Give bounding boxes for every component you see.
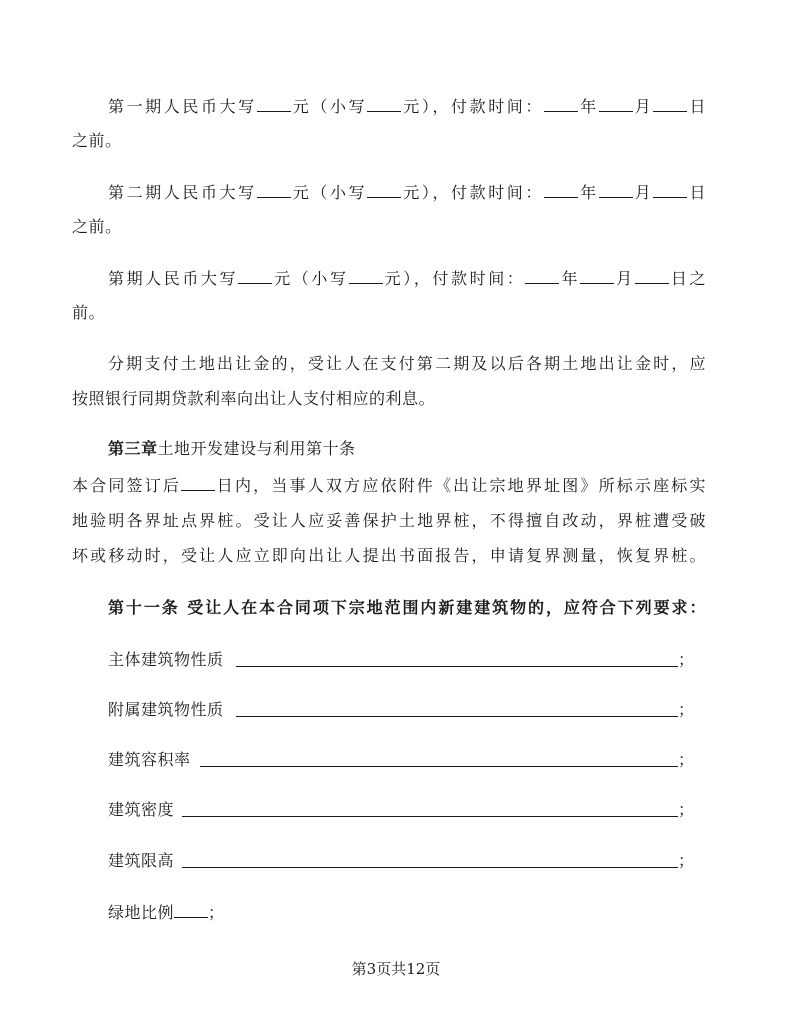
requirement-end: ；: [678, 750, 695, 769]
blank-field: [181, 475, 215, 491]
blank-field: [349, 268, 383, 284]
blank-field: [580, 268, 614, 284]
blank-field: [174, 902, 208, 918]
interest-paragraph-line-2: 按照银行同期贷款利率向出让人支付相应的利息。: [72, 389, 436, 408]
chapter-3-heading: [108, 439, 356, 459]
payment-3-tail: 前。: [72, 303, 106, 322]
requirement-main-building: 主体建筑物性质: [108, 650, 224, 669]
blank-field: [599, 182, 633, 198]
requirement-end: ；: [208, 903, 225, 922]
payment-3-mid1: 元（小写: [272, 269, 349, 288]
article-10-text-a: 本合同签订后: [72, 476, 182, 495]
requirement-end: ；: [678, 700, 695, 719]
blank-field: [653, 96, 687, 112]
green-ratio-label: 绿地比例: [108, 903, 175, 922]
fill-line: [182, 816, 678, 817]
article-10-line-3: 坏或移动时，受让人应立即向出让人提出书面报告，申请复界测量，恢复界桩。: [72, 546, 706, 565]
payment-2-mid2: 元），付款时间：: [401, 183, 544, 202]
payment-2-tail: 之前。: [72, 217, 122, 236]
article-10-line-1: [72, 475, 706, 496]
blank-field: [525, 268, 559, 284]
payment-1-line: [108, 96, 706, 117]
article-10-line-2: 地验明各界址点界桩。受让人应妥善保护土地界桩，不得擅自改动，界桩遭受破: [72, 511, 706, 530]
chapter-3-label: 第三章: [108, 439, 158, 458]
payment-3-line: [108, 268, 706, 289]
blank-field: [367, 96, 401, 112]
payment-2-line: [108, 182, 706, 203]
requirement-height-limit: 建筑限高: [108, 851, 175, 870]
chapter-3-title: 土地开发建设与利用第十条: [157, 439, 356, 458]
page-number: 第3页共12页: [351, 960, 441, 978]
payment-1-prefix: 第一期人民币大写: [108, 97, 257, 116]
blank-field: [257, 182, 291, 198]
payment-3-mid2: 元），付款时间：: [382, 269, 526, 288]
blank-field: [257, 96, 291, 112]
requirement-green-ratio: [108, 902, 225, 923]
article-10-text-b: 日内，当事人双方应依附件《出让宗地界址图》所标示座标实: [215, 476, 706, 495]
payment-1-tail: 之前。: [72, 131, 122, 150]
payment-2-month: 月: [632, 183, 654, 202]
payment-1-mid1: 元（小写: [290, 97, 368, 116]
fill-line: [236, 716, 678, 717]
payment-2-day: 日: [687, 183, 706, 202]
blank-field: [653, 182, 687, 198]
blank-field: [599, 96, 633, 112]
requirement-end: ；: [678, 800, 695, 819]
blank-field: [238, 268, 272, 284]
fill-line: [236, 666, 678, 667]
blank-field: [635, 268, 669, 284]
payment-3-month: 月: [614, 269, 635, 288]
payment-1-month: 月: [632, 97, 654, 116]
requirement-building-density: 建筑密度: [108, 800, 175, 819]
requirement-auxiliary-building: 附属建筑物性质: [108, 700, 224, 719]
article-11-heading: 第十一条 受让人在本合同项下宗地范围内新建建筑物的，应符合下列要求：: [108, 598, 706, 617]
requirement-end: ；: [678, 650, 695, 669]
payment-1-mid2: 元），付款时间：: [401, 97, 544, 116]
blank-field: [367, 182, 401, 198]
payment-3-year: 年: [559, 269, 581, 288]
requirement-end: ；: [678, 851, 695, 870]
requirement-floor-area-ratio: 建筑容积率: [108, 750, 191, 769]
payment-3-prefix: 第期人民币大写: [108, 269, 239, 288]
blank-field: [544, 182, 578, 198]
payment-1-day: 日: [687, 97, 706, 116]
fill-line: [200, 766, 678, 767]
payment-2-year: 年: [577, 183, 599, 202]
blank-field: [544, 96, 578, 112]
payment-1-year: 年: [577, 97, 599, 116]
fill-line: [182, 867, 678, 868]
payment-2-mid1: 元（小写: [290, 183, 368, 202]
interest-paragraph-line-1: 分期支付土地出让金的，受让人在支付第二期及以后各期土地出让金时，应: [108, 354, 706, 373]
payment-2-prefix: 第二期人民币大写: [108, 183, 257, 202]
payment-3-day: 日之: [668, 269, 706, 288]
